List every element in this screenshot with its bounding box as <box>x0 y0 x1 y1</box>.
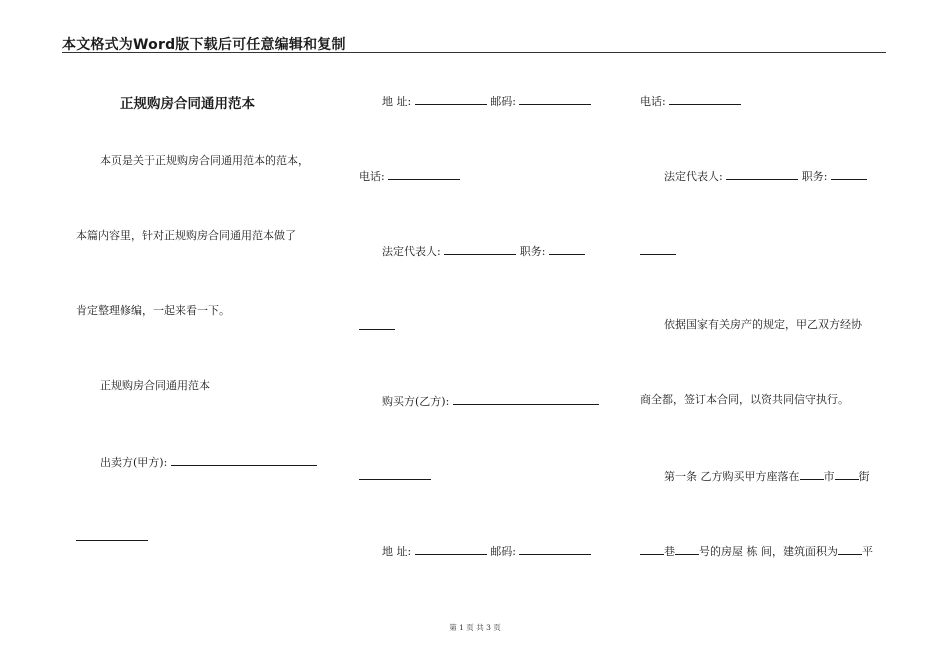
article-1-line-1 <box>664 468 870 484</box>
phone-label-3: 电话: <box>640 95 666 108</box>
header-divider <box>62 52 886 53</box>
buyer-address-line <box>382 543 591 559</box>
seller-continuation-line <box>76 529 148 545</box>
lane-blank <box>640 543 664 555</box>
buyer-line <box>382 393 599 409</box>
position-label: 职务: <box>519 245 546 258</box>
address-label-2: 地 址: <box>382 545 412 558</box>
buyer-legal-rep-line <box>664 168 867 184</box>
intro-line-2: 本篇内容里，针对正规购房合同通用范本做了 <box>76 229 296 242</box>
basis-line-1: 依据国家有关房产的规定，甲乙双方经协 <box>664 318 862 331</box>
seller-legal-rep-line <box>382 243 585 259</box>
city-blank <box>800 468 824 480</box>
article-1-text-e: 号的房屋 栋 间，建筑面积为 <box>699 545 838 558</box>
seller-continuation-blank <box>76 529 148 541</box>
position-label-3: 职务: <box>801 170 828 183</box>
article-1-line-2 <box>640 543 873 559</box>
article-1-text-c: 街 <box>858 470 870 483</box>
article-1-text-f: 平 <box>862 545 873 558</box>
buyer-name-blank <box>453 393 599 405</box>
page-number: 第 1 页 共 3 页 <box>449 623 501 632</box>
seller-name-blank <box>171 454 317 466</box>
postcode-blank-2 <box>519 543 591 555</box>
seller-phone-line <box>359 168 460 184</box>
document-header-note: 本文格式为Word版下载后可任意编辑和复制 <box>62 37 346 53</box>
phone-label: 电话: <box>359 170 385 183</box>
number-blank <box>675 543 699 555</box>
postcode-blank <box>519 93 591 105</box>
seller-label: 出卖方(甲方): <box>100 456 168 469</box>
address-label: 地 址: <box>382 95 412 108</box>
buyer-legal-rep-continuation-blank <box>640 243 676 255</box>
position-blank-3 <box>831 168 867 180</box>
street-blank <box>835 468 859 480</box>
buyer-continuation-blank <box>359 468 431 480</box>
buyer-legal-rep-continuation-line <box>640 243 676 259</box>
document-title: 正规购房合同通用范本 <box>120 96 255 112</box>
buyer-label: 购买方(乙方): <box>382 395 450 408</box>
contract-subtitle: 正规购房合同通用范本 <box>100 379 210 392</box>
position-blank <box>549 243 585 255</box>
phone-blank-3 <box>669 93 741 105</box>
postcode-label-2: 邮码: <box>490 545 516 558</box>
buyer-phone-line <box>640 93 741 109</box>
legal-rep-continuation-blank <box>359 318 395 330</box>
area-blank <box>838 543 862 555</box>
legal-rep-label: 法定代表人: <box>382 245 441 258</box>
address-blank-2 <box>415 543 487 555</box>
article-1-text-a: 第一条 乙方购买甲方座落在 <box>664 470 800 483</box>
legal-rep-blank <box>444 243 516 255</box>
seller-line <box>100 454 317 470</box>
buyer-continuation-line <box>359 468 431 484</box>
legal-rep-label-3: 法定代表人: <box>664 170 723 183</box>
legal-rep-blank-3 <box>726 168 798 180</box>
phone-blank <box>388 168 460 180</box>
postcode-label: 邮码: <box>490 95 516 108</box>
intro-line-1: 本页是关于正规购房合同通用范本的范本， <box>100 154 309 167</box>
basis-line-2: 商全都，签订本合同，以资共同信守执行。 <box>640 393 849 406</box>
article-1-text-b: 市 <box>823 470 835 483</box>
intro-line-3: 肯定整理修编，一起来看一下。 <box>76 304 230 317</box>
legal-rep-continuation-line <box>359 318 395 334</box>
address-blank <box>415 93 487 105</box>
seller-address-line <box>382 93 591 109</box>
article-1-text-d: 巷 <box>664 545 675 558</box>
